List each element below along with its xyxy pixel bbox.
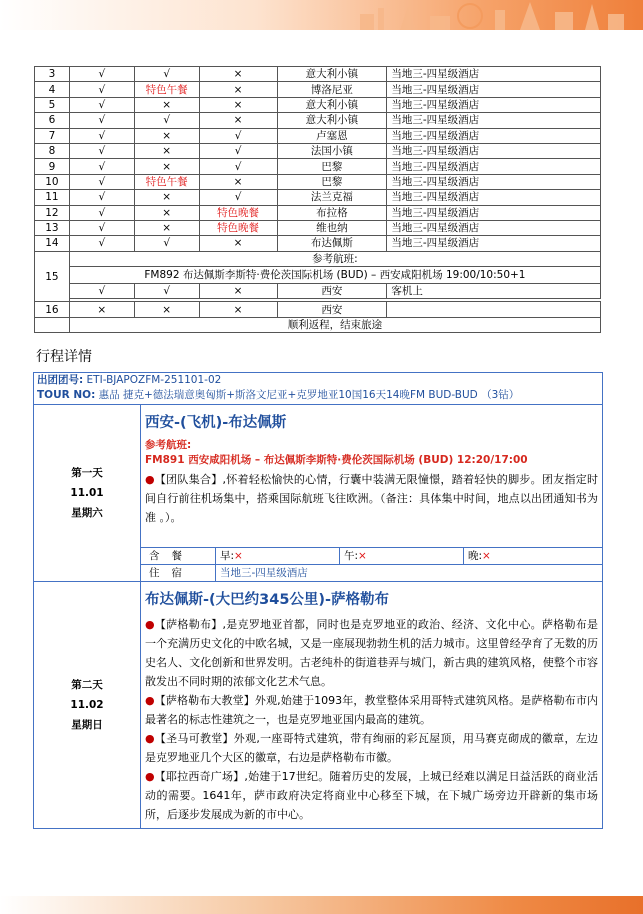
hotel-cell: 当地三-四星级酒店 bbox=[387, 159, 601, 174]
lunch-cell: × bbox=[134, 220, 199, 235]
hotel-cell: 当地三-四星级酒店 bbox=[387, 67, 601, 82]
day-1-content bbox=[141, 405, 603, 582]
breakfast-cell: × bbox=[69, 302, 134, 317]
tour-header bbox=[33, 372, 603, 405]
dinner-cell: × bbox=[199, 174, 277, 189]
lunch-cell: × bbox=[134, 97, 199, 112]
bullet-icon: ● bbox=[145, 618, 155, 631]
dinner-cell: √ bbox=[199, 143, 277, 158]
lunch-cell: × bbox=[134, 159, 199, 174]
bullet-icon: ● bbox=[145, 694, 155, 707]
breakfast-cell: √ bbox=[69, 220, 134, 235]
city-cell: 布达佩斯 bbox=[277, 236, 387, 251]
city-cell: 西安 bbox=[277, 302, 387, 317]
breakfast-cell: √ bbox=[69, 67, 134, 82]
day-number: 16 bbox=[35, 302, 70, 317]
city-cell: 卢塞恩 bbox=[277, 128, 387, 143]
section-title: 行程详情 bbox=[36, 349, 92, 365]
day-1-text-body: 【团队集合】,怀着轻松愉快的心情，行囊中装满无限憧憬，踏着轻快的脚步。团友指定时间自行前往机场集中，搭乘国际航班飞往欧洲。（备注：具体集中时间，地点以出团通知书为准 。）。 bbox=[145, 473, 598, 524]
city-cell: 布拉格 bbox=[277, 205, 387, 220]
day-1-date: 11.01 bbox=[70, 487, 104, 499]
day-number: 5 bbox=[35, 97, 70, 112]
tour-number-line bbox=[34, 388, 602, 403]
lunch-cell: × bbox=[134, 190, 199, 205]
hotel-cell: 当地三-四星级酒店 bbox=[387, 174, 601, 189]
hotel-cell: 当地三-四星级酒店 bbox=[387, 190, 601, 205]
breakfast-cell: √ bbox=[69, 143, 134, 158]
hotel-cell: 当地三-四星级酒店 bbox=[387, 205, 601, 220]
day-number: 12 bbox=[35, 205, 70, 220]
schedule-row bbox=[35, 220, 601, 235]
tour-label: TOUR NO: bbox=[37, 389, 96, 401]
dinner-cell: 特色晚餐 bbox=[199, 220, 277, 235]
breakfast-cell: √ bbox=[69, 128, 134, 143]
day-2-number: 第二天 bbox=[71, 679, 103, 691]
group-value: ETI-BJAPOZFM-251101-02 bbox=[86, 374, 222, 386]
day-1-weekday: 星期六 bbox=[71, 507, 103, 519]
day-number: 7 bbox=[35, 128, 70, 143]
hotel-label: 住宿 bbox=[141, 565, 216, 582]
day-2-para bbox=[145, 691, 598, 729]
lunch-mark: × bbox=[358, 550, 367, 562]
hotel-cell: 当地三-四星级酒店 bbox=[387, 128, 601, 143]
city-cell: 西安 bbox=[277, 284, 387, 299]
lunch-cell: × bbox=[134, 205, 199, 220]
city-cell: 意大利小镇 bbox=[277, 113, 387, 128]
day-2-para bbox=[145, 767, 598, 824]
lunch-cell bbox=[340, 548, 464, 565]
day-2-content bbox=[141, 582, 603, 829]
breakfast-cell: √ bbox=[69, 159, 134, 174]
dinner-cell bbox=[464, 548, 603, 565]
dinner-cell: √ bbox=[199, 159, 277, 174]
schedule-row bbox=[35, 190, 601, 205]
ref-label: 参考航班: bbox=[69, 251, 600, 266]
day-number: 13 bbox=[35, 220, 70, 235]
hotel-cell: 当地三-四星级酒店 bbox=[387, 97, 601, 112]
day-1-flight: FM891 西安咸阳机场 – 布达佩斯李斯特·费伦茨国际机场 (BUD) 12:20/17:00 bbox=[145, 454, 528, 466]
day-number: 10 bbox=[35, 174, 70, 189]
day-2-row bbox=[34, 582, 603, 829]
dinner-cell: × bbox=[199, 302, 277, 317]
dinner-cell: × bbox=[199, 236, 277, 251]
breakfast-cell: √ bbox=[69, 205, 134, 220]
breakfast-cell: √ bbox=[69, 190, 134, 205]
breakfast-cell: √ bbox=[69, 113, 134, 128]
day-1-hotel: 当地三-四星级酒店 bbox=[216, 565, 603, 582]
day-1-title: 西安-(飞机)-布达佩斯 bbox=[145, 415, 287, 431]
city-cell: 博洛尼亚 bbox=[277, 82, 387, 97]
day-1-row bbox=[34, 405, 603, 582]
day-number: 9 bbox=[35, 159, 70, 174]
day-number: 6 bbox=[35, 113, 70, 128]
schedule-row bbox=[35, 82, 601, 97]
dinner-cell: × bbox=[199, 284, 277, 299]
group-number-line bbox=[34, 373, 602, 388]
lunch-label: 午: bbox=[344, 550, 359, 562]
lunch-cell: √ bbox=[134, 284, 199, 299]
flight-info: FM892 布达佩斯李斯特·费伦茨国际机场 (BUD) – 西安咸阳机场 19:00/10:50+1 bbox=[69, 267, 600, 284]
day-number: 15 bbox=[35, 251, 70, 302]
meal-label: 含餐 bbox=[141, 548, 216, 565]
dinner-cell: × bbox=[199, 97, 277, 112]
day-number: 4 bbox=[35, 82, 70, 97]
dinner-cell: √ bbox=[199, 128, 277, 143]
schedule-row bbox=[35, 174, 601, 189]
day-number: 3 bbox=[35, 67, 70, 82]
breakfast-cell: √ bbox=[69, 174, 134, 189]
city-cell: 维也纳 bbox=[277, 220, 387, 235]
hotel-cell bbox=[387, 302, 601, 317]
city-cell: 巴黎 bbox=[277, 174, 387, 189]
lunch-cell: × bbox=[134, 302, 199, 317]
blank-cell bbox=[35, 317, 70, 332]
city-cell: 意大利小镇 bbox=[277, 97, 387, 112]
hotel-cell: 当地三-四星级酒店 bbox=[387, 220, 601, 235]
schedule-row bbox=[35, 67, 601, 82]
breakfast-mark: × bbox=[234, 550, 243, 562]
day-2-para bbox=[145, 615, 598, 691]
dinner-cell: × bbox=[199, 82, 277, 97]
day-2-para-4: 【耶拉西奇广场】,始建于17世纪。随着历史的发展，上城已经难以满足日益活跃的商业活动的需要。1641年，萨市政府决定将商业中心移至下城，在下城广场旁边开辟新的集市场所，后逐步发展成为新的市中心。 bbox=[145, 770, 598, 821]
day-2-title: 布达佩斯-(大巴约345公里)-萨格勒布 bbox=[145, 592, 390, 608]
group-label: 出团团号: bbox=[37, 374, 84, 386]
lunch-cell: √ bbox=[134, 113, 199, 128]
city-cell: 意大利小镇 bbox=[277, 67, 387, 82]
day-2-para-3: 【圣马可教堂】外观,一座哥特式建筑，带有绚丽的彩瓦屋顶，用马赛克砌成的徽章，左边是克罗地亚几个大区的徽章，右边是萨格勒布市徽。 bbox=[145, 732, 598, 764]
dinner-cell: × bbox=[199, 67, 277, 82]
hotel-cell: 当地三-四星级酒店 bbox=[387, 113, 601, 128]
schedule-row bbox=[35, 159, 601, 174]
day-2-para-1: 【萨格勒布】,是克罗地亚首都，同时也是克罗地亚的政治、经济、文化中心。萨格勒布是一个充满历史文化的中欧名城，又是一座展现勃勃生机的活力城市。这里曾经孕育了无数的历史名人、文化创新和世界发明。古老纯朴的街道巷弄与城门，新古典的建筑风格，使整个市容散发出不同时期的浓郁文化艺术气息。 bbox=[145, 618, 598, 688]
dinner-label: 晚: bbox=[468, 550, 483, 562]
day-number: 11 bbox=[35, 190, 70, 205]
schedule-row bbox=[35, 97, 601, 112]
city-cell: 法兰克福 bbox=[277, 190, 387, 205]
hotel-cell: 客机上 bbox=[387, 284, 601, 299]
city-skyline-banner bbox=[0, 0, 643, 30]
breakfast-label: 早: bbox=[220, 550, 235, 562]
day-1-meals bbox=[141, 547, 602, 581]
dinner-cell: × bbox=[199, 113, 277, 128]
day-2-date: 11.02 bbox=[70, 699, 104, 711]
hotel-cell: 当地三-四星级酒店 bbox=[387, 236, 601, 251]
breakfast-cell: √ bbox=[69, 82, 134, 97]
day-2-label bbox=[34, 582, 141, 829]
itinerary-days bbox=[33, 404, 603, 829]
schedule-row bbox=[35, 236, 601, 251]
day-2-para-2: 【萨格勒布大教堂】外观,始建于1093年，教堂整体采用哥特式建筑风格。是萨格勒布市内最著名的标志性建筑之一，也是克罗地亚国内最高的建筑。 bbox=[145, 694, 598, 726]
dinner-cell: 特色晚餐 bbox=[199, 205, 277, 220]
lunch-cell: × bbox=[134, 128, 199, 143]
schedule-row bbox=[35, 113, 601, 128]
city-cell: 法国小镇 bbox=[277, 143, 387, 158]
day-1-label bbox=[34, 405, 141, 582]
bullet-icon: ● bbox=[145, 732, 155, 745]
day-1-text bbox=[145, 470, 598, 527]
schedule-row bbox=[35, 205, 601, 220]
return-note: 顺利返程，结束旅途 bbox=[69, 317, 600, 332]
schedule-table bbox=[34, 66, 601, 333]
schedule-row bbox=[35, 128, 601, 143]
bullet-icon: ● bbox=[145, 770, 155, 783]
breakfast-cell bbox=[216, 548, 340, 565]
lunch-cell: 特色午餐 bbox=[134, 174, 199, 189]
breakfast-cell: √ bbox=[69, 236, 134, 251]
dinner-mark: × bbox=[482, 550, 491, 562]
day-2-weekday: 星期日 bbox=[71, 719, 103, 731]
lunch-cell: × bbox=[134, 143, 199, 158]
tour-value: 惠品 捷克+德法瑞意奥匈斯+斯洛文尼亚+克罗地亚10国16天14晚FM BUD-BUD （3钻） bbox=[98, 389, 520, 401]
dinner-cell: √ bbox=[199, 190, 277, 205]
city-cell: 巴黎 bbox=[277, 159, 387, 174]
breakfast-cell: √ bbox=[69, 97, 134, 112]
footer-banner bbox=[0, 896, 643, 914]
bullet-icon: ● bbox=[145, 473, 155, 486]
day-1-number: 第一天 bbox=[71, 467, 103, 479]
lunch-cell: √ bbox=[134, 67, 199, 82]
schedule-row bbox=[35, 143, 601, 158]
day-number: 14 bbox=[35, 236, 70, 251]
lunch-cell: 特色午餐 bbox=[134, 82, 199, 97]
hotel-cell: 当地三-四星级酒店 bbox=[387, 82, 601, 97]
header-banner bbox=[0, 0, 643, 30]
day-2-para bbox=[145, 729, 598, 767]
day-number: 8 bbox=[35, 143, 70, 158]
breakfast-cell: √ bbox=[69, 284, 134, 299]
lunch-cell: √ bbox=[134, 236, 199, 251]
day-1-ref-label: 参考航班: bbox=[145, 439, 192, 451]
hotel-cell: 当地三-四星级酒店 bbox=[387, 143, 601, 158]
